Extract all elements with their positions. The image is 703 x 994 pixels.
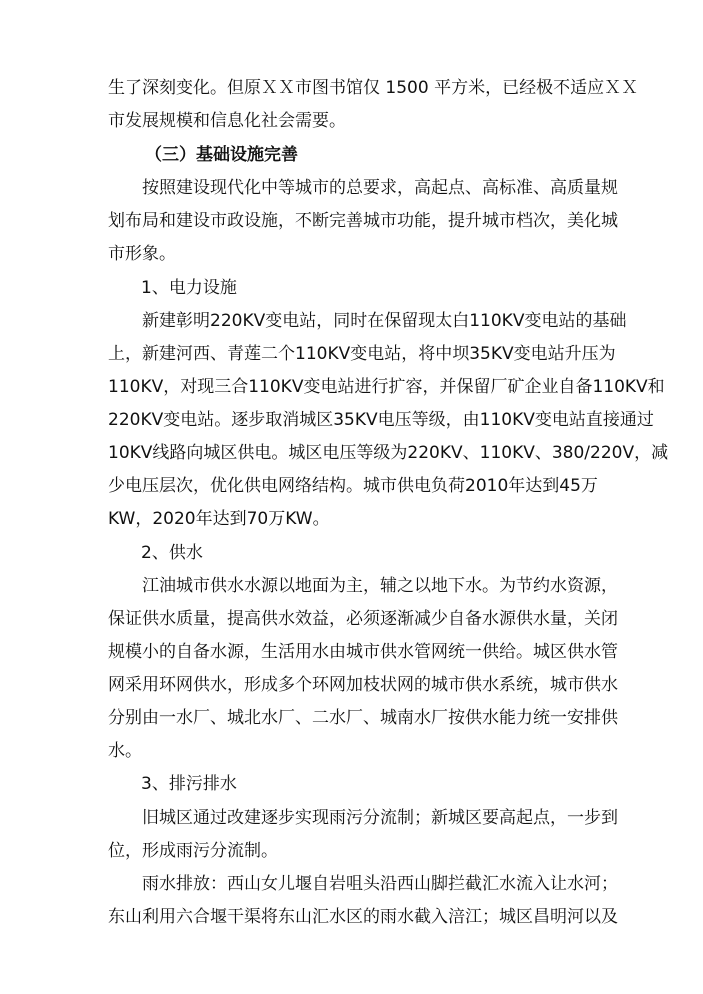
- paragraph-line: 新建彰明220KV变电站，同时在保留现太白110KV变电站的基础: [142, 311, 627, 331]
- paragraph-line: 上，新建河西、青莲二个110KV变电站，将中坝35KV变电站升压为: [108, 344, 616, 364]
- paragraph-line: 少电压层次，优化供电网络结构。城市供电负荷2010年达到45万: [108, 476, 598, 496]
- paragraph-line: 110KV，对现三合110KV变电站进行扩容，并保留厂矿企业自备110KV和: [108, 377, 665, 397]
- paragraph-line: 东山利用六合堰干渠将东山汇水区的雨水截入涪江；城区昌明河以及: [108, 907, 618, 927]
- paragraph-line: 规模小的自备水源，生活用水由城市供水管网统一供给。城区供水管: [108, 642, 618, 662]
- paragraph-line: 按照建设现代化中等城市的总要求，高起点、高标准、高质量规: [142, 178, 618, 198]
- paragraph-line: 220KV变电站。逐步取消城区35KV电压等级，由110KV变电站直接通过: [108, 410, 654, 430]
- paragraph-line: 水。: [108, 741, 142, 761]
- subsection-heading: 1、电力设施: [141, 278, 237, 298]
- paragraph-line: 保证供水质量，提高供水效益，必须逐渐减少自备水源供水量，关闭: [108, 609, 618, 629]
- paragraph-line: 生了深刻变化。但原ＸＸ市图书馆仅 1500 平方米，已经极不适应ＸＸ: [108, 78, 639, 98]
- subsection-heading: 3、排污排水: [141, 774, 237, 794]
- paragraph-line: 分别由一水厂、城北水厂、二水厂、城南水厂按供水能力统一安排供: [108, 708, 618, 728]
- paragraph-line: 网采用环网供水，形成多个环网加枝状网的城市供水系统，城市供水: [108, 675, 618, 695]
- paragraph-line: 市形象。: [108, 244, 176, 264]
- paragraph-line: KW，2020年达到70万KW。: [108, 509, 330, 529]
- subsection-heading: 2、供水: [141, 543, 203, 563]
- paragraph-line: 雨水排放：西山女儿堰自岩咀头沿西山脚拦截汇水流入让水河；: [142, 874, 618, 894]
- paragraph-line: 旧城区通过改建逐步实现雨污分流制；新城区要高起点，一步到: [142, 808, 618, 828]
- paragraph-line: 江油城市供水水源以地面为主，辅之以地下水。为节约水资源，: [142, 576, 618, 596]
- paragraph-line: 划布局和建设市政设施，不断完善城市功能，提升城市档次，美化城: [108, 211, 618, 231]
- section-heading: （三）基础设施完善: [145, 145, 298, 165]
- paragraph-line: 10KV线路向城区供电。城区电压等级为220KV、110KV、380/220V，减: [108, 443, 669, 463]
- paragraph-line: 位，形成雨污分流制。: [108, 841, 278, 861]
- paragraph-line: 市发展规模和信息化社会需要。: [108, 111, 346, 131]
